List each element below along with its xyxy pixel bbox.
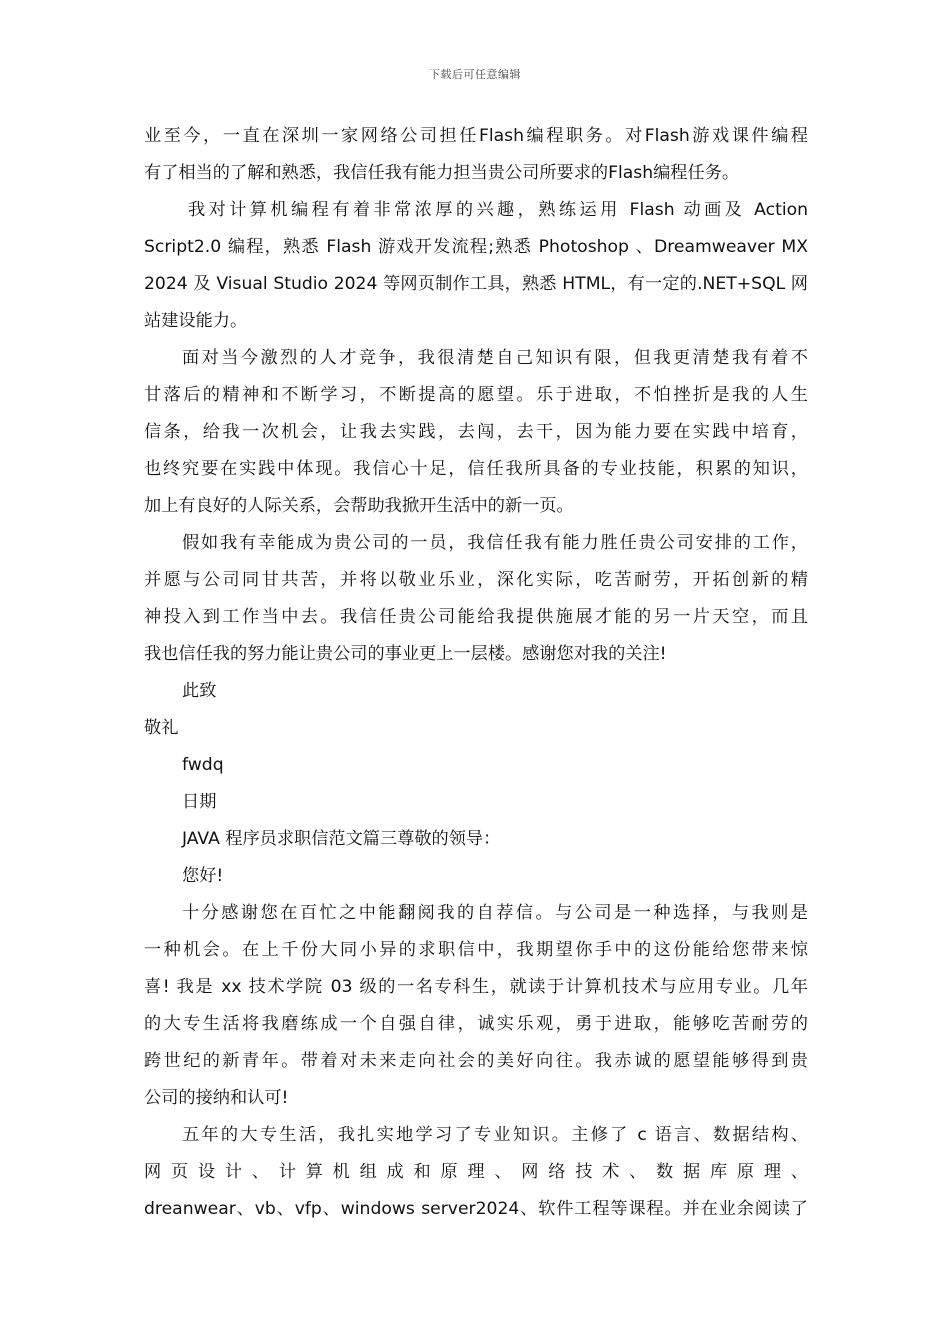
text-line: 喜! 我是 xx 技术学院 03 级的一名专科生，就读于计算机技术与应用专业。几年 <box>144 977 808 997</box>
greeting: 您好! <box>182 866 224 886</box>
text-line: 有了相当的了解和熟悉，我信任我有能力担当贵公司所要求的Flash编程任务。 <box>144 163 740 183</box>
section-title: JAVA 程序员求职信范文篇三尊敬的领导： <box>182 829 501 849</box>
text-line: 网页设计、计算机组成和原理、网络技术、数据库原理、 <box>144 1162 808 1182</box>
text-line: 我也信任我的努力能让贵公司的事业更上一层楼。感谢您对我的关注! <box>144 644 667 664</box>
text-line: 公司的接纳和认可! <box>144 1088 289 1108</box>
text-line: 也终究要在实践中体现。我信心十足，信任我所具备的专业技能，积累的知识， <box>144 459 808 479</box>
text-line: 神投入到工作当中去。我信任贵公司能给我提供施展才能的另一片天空，而且 <box>144 607 808 627</box>
text-line: 2024 及 Visual Studio 2024 等网页制作工具，熟悉 HTML，有一定的.NET+SQL 网 <box>144 274 808 294</box>
text-line: 加上有良好的人际关系，会帮助我掀开生活中的新一页。 <box>144 496 574 516</box>
date-label: 日期 <box>182 792 217 812</box>
text-line: 我对计算机编程有着非常浓厚的兴趣，熟练运用 Flash 动画及 Action <box>188 200 808 220</box>
text-line: 五年的大专生活，我扎实地学习了专业知识。主修了 c 语言、数据结构、 <box>182 1125 808 1145</box>
page-header: 下载后可任意编辑 <box>429 68 521 81</box>
text-line: dreanwear、vb、vfp、windows server2024、软件工程等课程。并在业余阅读了 <box>144 1199 808 1219</box>
text-line: 站建设能力。 <box>144 311 248 331</box>
closing-regards: 敬礼 <box>144 718 179 738</box>
text-line: 业至今，一直在深圳一家网络公司担任Flash编程职务。对Flash游戏课件编程 <box>144 126 808 146</box>
text-line: 甘落后的精神和不断学习，不断提高的愿望。乐于进取，不怕挫折是我的人生 <box>144 385 808 405</box>
text-line: 一种机会。在上千份大同小异的求职信中，我期望你手中的这份能给您带来惊 <box>144 940 808 960</box>
text-line: 的大专生活将我磨练成一个自强自律，诚实乐观，勇于进取，能够吃苦耐劳的 <box>144 1014 808 1034</box>
text-line: 十分感谢您在百忙之中能翻阅我的自荐信。与公司是一种选择，与我则是 <box>182 903 808 923</box>
text-line: 跨世纪的新青年。带着对未来走向社会的美好向往。我赤诚的愿望能够得到贵 <box>144 1051 808 1071</box>
closing-salutation: 此致 <box>182 681 217 701</box>
text-line: 并愿与公司同甘共苦，并将以敬业乐业，深化实际，吃苦耐劳，开拓创新的精 <box>144 570 808 590</box>
text-line: Script2.0 编程，熟悉 Flash 游戏开发流程;熟悉 Photoshop 、Dreamweaver MX <box>144 237 808 257</box>
text-line: 信条，给我一次机会，让我去实践，去闯，去干，因为能力要在实践中培育， <box>144 422 808 442</box>
signature: fwdq <box>182 755 224 775</box>
text-line: 假如我有幸能成为贵公司的一员，我信任我有能力胜任贵公司安排的工作， <box>182 533 808 553</box>
document-body <box>144 118 808 1228</box>
text-line: 面对当今激烈的人才竞争，我很清楚自己知识有限，但我更清楚我有着不 <box>182 348 808 368</box>
